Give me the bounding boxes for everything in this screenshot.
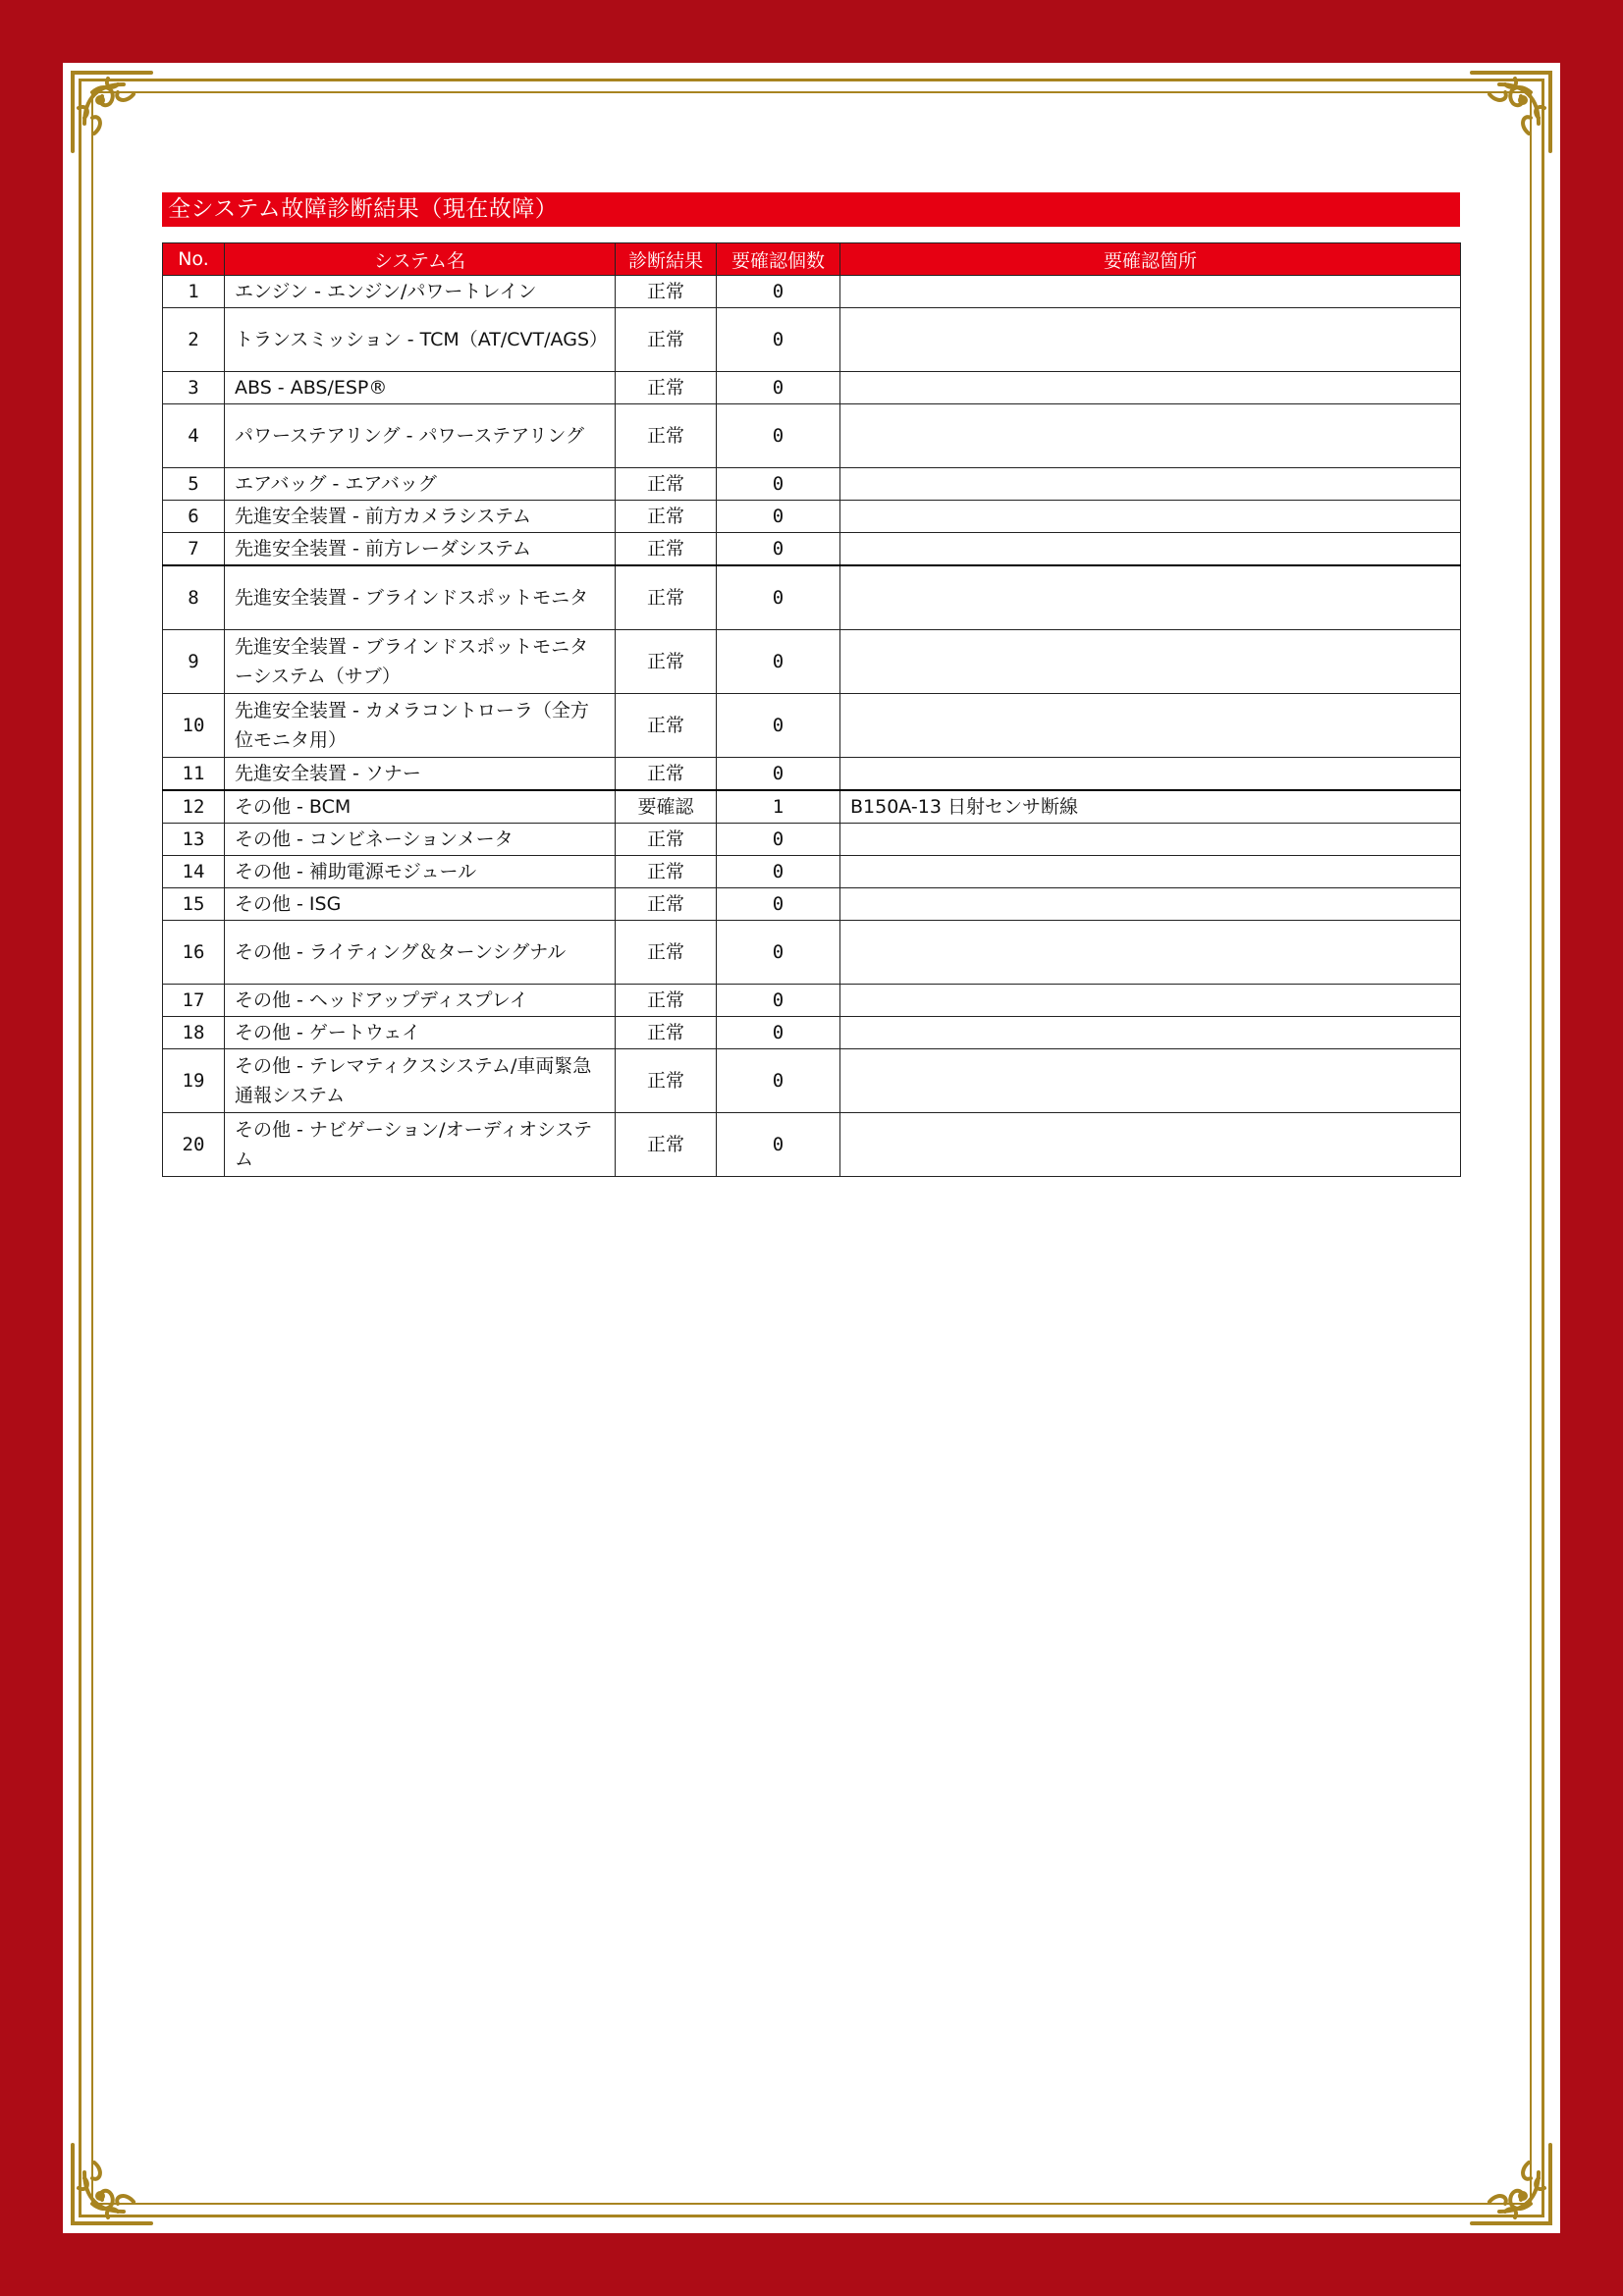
table-row	[163, 1049, 1461, 1113]
row-number-cell: 15	[163, 888, 225, 921]
table-row	[163, 468, 1461, 501]
system-name-cell: その他 - ナビゲーション/オーディオシステム	[225, 1113, 616, 1177]
location-cell	[840, 888, 1461, 921]
row-number-cell: 6	[163, 501, 225, 533]
location-cell	[840, 1113, 1461, 1177]
row-number-cell: 5	[163, 468, 225, 501]
count-cell: 0	[717, 276, 840, 308]
row-number-cell: 10	[163, 694, 225, 758]
table-row	[163, 501, 1461, 533]
row-number-cell: 4	[163, 404, 225, 468]
system-name-cell: 先進安全装置 - ブラインドスポットモニタ	[225, 565, 616, 630]
result-cell: 正常	[616, 921, 717, 985]
result-cell: 正常	[616, 308, 717, 372]
diagnosis-table	[162, 242, 1461, 1177]
table-row	[163, 308, 1461, 372]
system-name-cell: その他 - コンビネーションメータ	[225, 824, 616, 856]
table-row	[163, 758, 1461, 791]
column-header-count: 要確認個数	[717, 243, 840, 276]
table-row	[163, 790, 1461, 824]
location-cell	[840, 533, 1461, 566]
result-cell: 正常	[616, 468, 717, 501]
location-cell	[840, 1049, 1461, 1113]
result-cell: 要確認	[616, 790, 717, 824]
count-cell: 0	[717, 404, 840, 468]
location-cell	[840, 824, 1461, 856]
system-name-cell: トランスミッション - TCM（AT/CVT/AGS）	[225, 308, 616, 372]
count-cell: 0	[717, 694, 840, 758]
table-header-row	[163, 243, 1461, 276]
count-cell: 0	[717, 533, 840, 566]
count-cell: 0	[717, 856, 840, 888]
report-page	[63, 63, 1560, 2233]
result-cell: 正常	[616, 856, 717, 888]
row-number-cell: 11	[163, 758, 225, 791]
table-row	[163, 1113, 1461, 1177]
count-cell: 0	[717, 1113, 840, 1177]
result-cell: 正常	[616, 1049, 717, 1113]
location-cell	[840, 758, 1461, 791]
row-number-cell: 9	[163, 630, 225, 694]
location-cell	[840, 856, 1461, 888]
table-row	[163, 824, 1461, 856]
count-cell: 0	[717, 372, 840, 404]
row-number-cell: 12	[163, 790, 225, 824]
table-row	[163, 1017, 1461, 1049]
table-row	[163, 404, 1461, 468]
table-row	[163, 630, 1461, 694]
result-cell: 正常	[616, 404, 717, 468]
location-cell	[840, 921, 1461, 985]
system-name-cell: ABS - ABS/ESP®	[225, 372, 616, 404]
count-cell: 1	[717, 790, 840, 824]
count-cell: 0	[717, 501, 840, 533]
system-name-cell: 先進安全装置 - 前方レーダシステム	[225, 533, 616, 566]
system-name-cell: その他 - BCM	[225, 790, 616, 824]
count-cell: 0	[717, 468, 840, 501]
result-cell: 正常	[616, 630, 717, 694]
location-cell	[840, 468, 1461, 501]
row-number-cell: 2	[163, 308, 225, 372]
location-cell	[840, 1017, 1461, 1049]
location-cell	[840, 404, 1461, 468]
system-name-cell: その他 - ゲートウェイ	[225, 1017, 616, 1049]
ornament-corner-icon	[1464, 65, 1558, 159]
location-cell	[840, 630, 1461, 694]
table-row	[163, 565, 1461, 630]
system-name-cell: 先進安全装置 - 前方カメラシステム	[225, 501, 616, 533]
result-cell: 正常	[616, 888, 717, 921]
column-header-location: 要確認箇所	[840, 243, 1461, 276]
table-row	[163, 276, 1461, 308]
result-cell: 正常	[616, 985, 717, 1017]
column-header-result: 診断結果	[616, 243, 717, 276]
system-name-cell: エンジン - エンジン/パワートレイン	[225, 276, 616, 308]
count-cell: 0	[717, 824, 840, 856]
ornament-corner-icon	[1464, 2137, 1558, 2231]
location-cell	[840, 694, 1461, 758]
location-cell	[840, 276, 1461, 308]
location-cell	[840, 308, 1461, 372]
count-cell: 0	[717, 1017, 840, 1049]
count-cell: 0	[717, 1049, 840, 1113]
result-cell: 正常	[616, 758, 717, 791]
result-cell: 正常	[616, 276, 717, 308]
report-title: 全システム故障診断結果（現在故障）	[162, 192, 1460, 227]
column-header-system: システム名	[225, 243, 616, 276]
count-cell: 0	[717, 630, 840, 694]
table-row	[163, 372, 1461, 404]
system-name-cell: その他 - ヘッドアップディスプレイ	[225, 985, 616, 1017]
row-number-cell: 13	[163, 824, 225, 856]
count-cell: 0	[717, 565, 840, 630]
system-name-cell: その他 - テレマティクスシステム/車両緊急通報システム	[225, 1049, 616, 1113]
count-cell: 0	[717, 308, 840, 372]
ornament-corner-icon	[65, 65, 159, 159]
system-name-cell: 先進安全装置 - カメラコントローラ（全方位モニタ用）	[225, 694, 616, 758]
table-row	[163, 694, 1461, 758]
result-cell: 正常	[616, 1113, 717, 1177]
system-name-cell: その他 - 補助電源モジュール	[225, 856, 616, 888]
row-number-cell: 20	[163, 1113, 225, 1177]
row-number-cell: 1	[163, 276, 225, 308]
table-row	[163, 888, 1461, 921]
table-row	[163, 533, 1461, 566]
row-number-cell: 18	[163, 1017, 225, 1049]
result-cell: 正常	[616, 501, 717, 533]
count-cell: 0	[717, 921, 840, 985]
location-cell	[840, 985, 1461, 1017]
system-name-cell: エアバッグ - エアバッグ	[225, 468, 616, 501]
table-row	[163, 856, 1461, 888]
location-cell	[840, 501, 1461, 533]
row-number-cell: 8	[163, 565, 225, 630]
row-number-cell: 7	[163, 533, 225, 566]
count-cell: 0	[717, 985, 840, 1017]
result-cell: 正常	[616, 824, 717, 856]
result-cell: 正常	[616, 533, 717, 566]
count-cell: 0	[717, 888, 840, 921]
result-cell: 正常	[616, 1017, 717, 1049]
table-row	[163, 985, 1461, 1017]
row-number-cell: 17	[163, 985, 225, 1017]
table-row	[163, 921, 1461, 985]
system-name-cell: パワーステアリング - パワーステアリング	[225, 404, 616, 468]
column-header-no: No.	[163, 243, 225, 276]
row-number-cell: 14	[163, 856, 225, 888]
location-cell	[840, 372, 1461, 404]
table-body	[163, 276, 1461, 1177]
system-name-cell: 先進安全装置 - ソナー	[225, 758, 616, 791]
location-cell: B150A-13 日射センサ断線	[840, 790, 1461, 824]
result-cell: 正常	[616, 372, 717, 404]
result-cell: 正常	[616, 694, 717, 758]
system-name-cell: 先進安全装置 - ブラインドスポットモニターシステム（サブ）	[225, 630, 616, 694]
system-name-cell: その他 - ライティング＆ターンシグナル	[225, 921, 616, 985]
row-number-cell: 16	[163, 921, 225, 985]
row-number-cell: 19	[163, 1049, 225, 1113]
count-cell: 0	[717, 758, 840, 791]
ornament-corner-icon	[65, 2137, 159, 2231]
result-cell: 正常	[616, 565, 717, 630]
system-name-cell: その他 - ISG	[225, 888, 616, 921]
row-number-cell: 3	[163, 372, 225, 404]
location-cell	[840, 565, 1461, 630]
